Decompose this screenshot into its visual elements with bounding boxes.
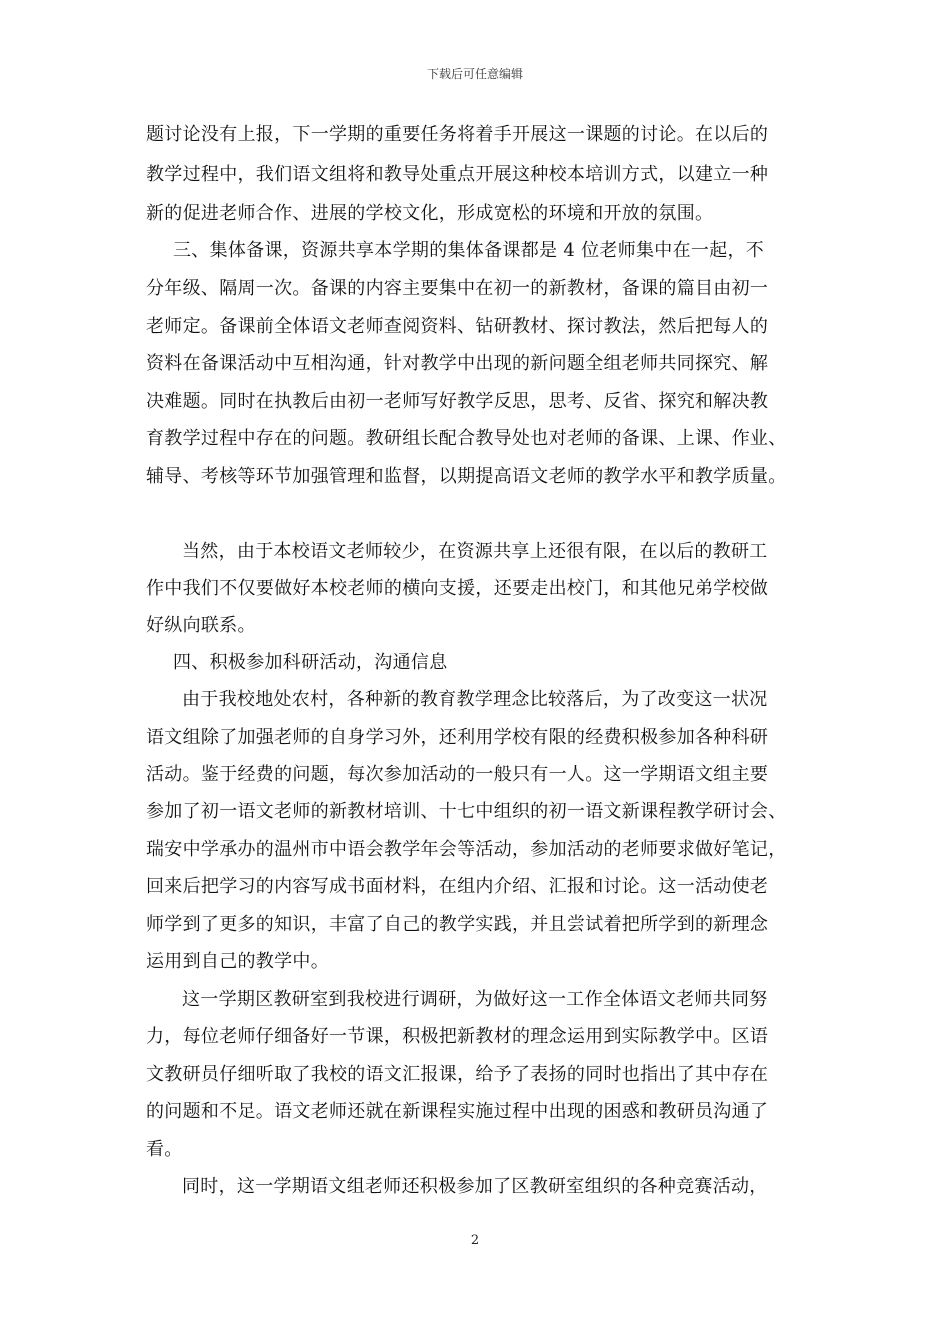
text-line: 新的促进老师合作、进展的学校文化，形成宽松的环境和开放的氛围。	[146, 203, 714, 224]
text-line: 辅导、考核等环节加强管理和监督，以期提高语文老师的教学水平和教学质量。	[146, 466, 787, 487]
text-line: 的问题和不足。语文老师还就在新课程实施过程中出现的困惑和教研员沟通了	[146, 1101, 769, 1122]
text-line: 看。	[146, 1139, 183, 1160]
text-line: 语文组除了加强老师的自身学习外，还利用学校有限的经费积极参加各种科研	[146, 727, 769, 748]
text-line: 回来后把学习的内容写成书面材料，在组内介绍、汇报和讨论。这一活动使老	[146, 876, 769, 897]
text-line: 文教研员仔细听取了我校的语文汇报课，给予了表扬的同时也指出了其中存在	[146, 1064, 769, 1085]
text-line: 力，每位老师仔细备好一节课，积极把新教材的理念运用到实际教学中。区语	[146, 1026, 769, 1047]
text-line: 资料在备课活动中互相沟通，针对教学中出现的新问题全组老师共同探究、解	[146, 353, 769, 374]
text-line: 三、集体备课，资源共享本学期的集体备课都是 4 位老师集中在一起，不	[173, 240, 765, 261]
text-line: 同时，这一学期语文组老师还积极参加了区教研室组织的各种竞赛活动，	[182, 1176, 768, 1197]
text-line: 育教学过程中存在的问题。教研组长配合教导处也对老师的备课、上课、作业、	[146, 428, 787, 449]
text-line: 活动。鉴于经费的问题，每次参加活动的一般只有一人。这一学期语文组主要	[146, 764, 769, 785]
text-line: 四、积极参加科研活动，沟通信息	[173, 652, 448, 673]
page-number: 2	[470, 1233, 480, 1248]
text-line: 瑞安中学承办的温州市中语会教学年会等活动，参加活动的老师要求做好笔记，	[146, 839, 787, 860]
text-line: 决难题。同时在执教后由初一老师写好教学反思，思考、反省、探究和解决教	[146, 391, 769, 412]
text-line: 参加了初一语文老师的新教材培训、十七中组织的初一语文新课程教学研讨会、	[146, 801, 787, 822]
text-line: 分年级、隔周一次。备课的内容主要集中在初一的新教材，备课的篇目由初一	[146, 278, 769, 299]
text-line: 这一学期区教研室到我校进行调研，为做好这一工作全体语文老师共同努	[182, 989, 768, 1010]
text-line: 作中我们不仅要做好本校老师的横向支援，还要走出校门，和其他兄弟学校做	[146, 578, 769, 599]
text-line: 好纵向联系。	[146, 615, 256, 636]
text-line: 师学到了更多的知识，丰富了自己的教学实践，并且尝试着把所学到的新理念	[146, 914, 769, 935]
text-line: 题讨论没有上报，下一学期的重要任务将着手开展这一课题的讨论。在以后的	[146, 124, 769, 145]
text-line: 由于我校地处农村，各种新的教育教学理念比较落后，为了改变这一状况	[182, 689, 768, 710]
text-line: 老师定。备课前全体语文老师查阅资料、钻研教材、探讨教法，然后把每人的	[146, 316, 769, 337]
text-line: 当然，由于本校语文老师较少，在资源共享上还很有限，在以后的教研工	[182, 541, 768, 562]
page-header: 下载后可任意编辑	[426, 67, 523, 81]
text-line: 运用到自己的教学中。	[146, 951, 329, 972]
text-line: 教学过程中，我们语文组将和教导处重点开展这种校本培训方式，以建立一种	[146, 164, 769, 185]
